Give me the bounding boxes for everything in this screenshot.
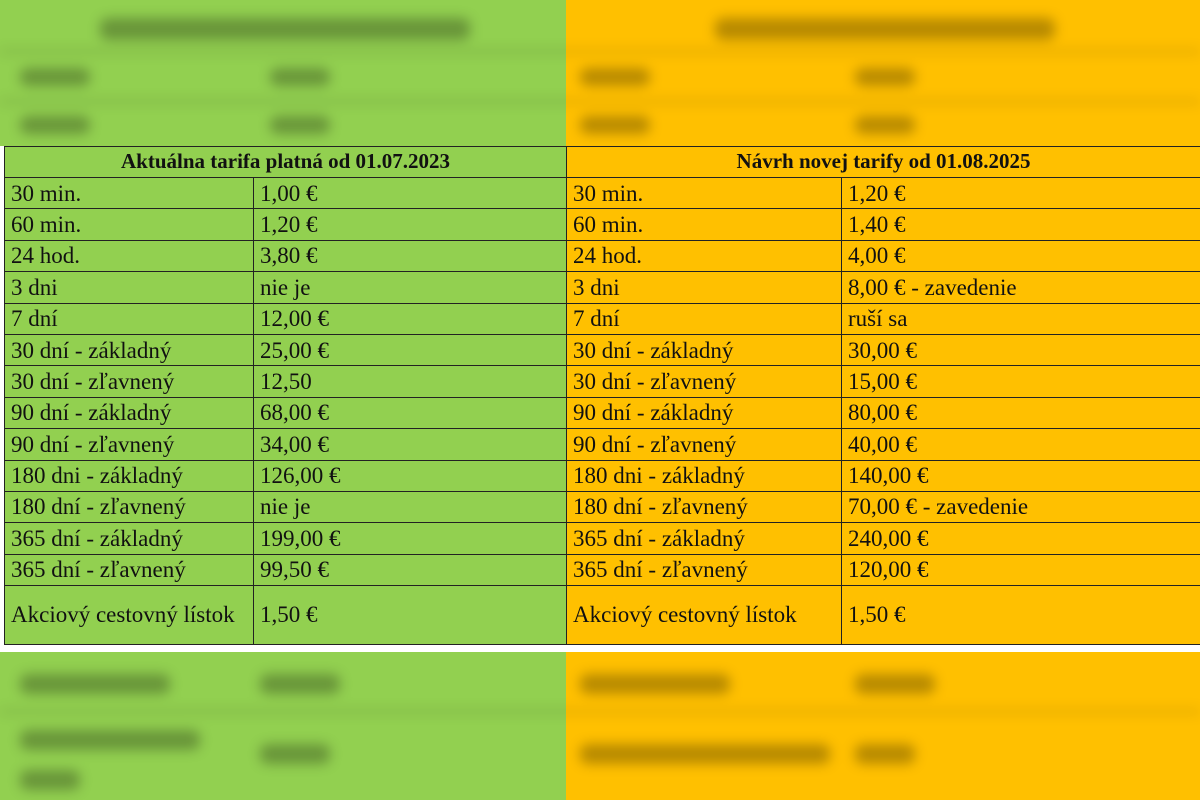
current-ticket-label: 30 dní - základný bbox=[5, 334, 254, 365]
proposed-ticket-label: 3 dni bbox=[567, 272, 842, 303]
proposed-ticket-label: 90 dní - zľavnený bbox=[567, 429, 842, 460]
table-row bbox=[5, 209, 1200, 240]
table-row bbox=[5, 460, 1200, 491]
table-row bbox=[5, 240, 1200, 271]
current-ticket-price: nie je bbox=[254, 272, 567, 303]
proposed-ticket-price: 1,40 € bbox=[842, 209, 1200, 240]
proposed-ticket-price: 140,00 € bbox=[842, 460, 1200, 491]
proposed-ticket-price: 1,50 € bbox=[842, 586, 1200, 645]
current-ticket-price: 12,50 bbox=[254, 366, 567, 397]
proposed-ticket-price: ruší sa bbox=[842, 303, 1200, 334]
current-ticket-label: 180 dni - základný bbox=[5, 460, 254, 491]
current-ticket-label: 60 min. bbox=[5, 209, 254, 240]
proposed-ticket-label: 30 min. bbox=[567, 178, 842, 209]
table-row bbox=[5, 272, 1200, 303]
current-ticket-label: 3 dni bbox=[5, 272, 254, 303]
current-ticket-price: 68,00 € bbox=[254, 397, 567, 428]
proposed-ticket-price: 40,00 € bbox=[842, 429, 1200, 460]
current-ticket-label: 30 dní - zľavnený bbox=[5, 366, 254, 397]
proposed-tariff-header: Návrh novej tarify od 01.08.2025 bbox=[567, 147, 1200, 178]
proposed-ticket-label: Akciový cestovný lístok bbox=[567, 586, 842, 645]
proposed-ticket-label: 7 dní bbox=[567, 303, 842, 334]
proposed-ticket-price: 15,00 € bbox=[842, 366, 1200, 397]
blurred-background-bottom bbox=[0, 652, 1200, 800]
proposed-ticket-label: 60 min. bbox=[567, 209, 842, 240]
current-ticket-label: 90 dní - základný bbox=[5, 397, 254, 428]
table-row bbox=[5, 554, 1200, 585]
current-ticket-price: 12,00 € bbox=[254, 303, 567, 334]
current-ticket-price: 99,50 € bbox=[254, 554, 567, 585]
current-ticket-label: 30 min. bbox=[5, 178, 254, 209]
current-ticket-price: 126,00 € bbox=[254, 460, 567, 491]
current-ticket-price: 199,00 € bbox=[254, 523, 567, 554]
table-row bbox=[5, 491, 1200, 522]
proposed-ticket-label: 365 dní - základný bbox=[567, 523, 842, 554]
proposed-ticket-label: 365 dní - zľavnený bbox=[567, 554, 842, 585]
table-row bbox=[5, 586, 1200, 645]
blurred-background-top bbox=[0, 0, 1200, 146]
table-row bbox=[5, 334, 1200, 365]
proposed-ticket-label: 30 dní - zľavnený bbox=[567, 366, 842, 397]
current-tariff-header: Aktuálna tarifa platná od 01.07.2023 bbox=[5, 147, 567, 178]
proposed-ticket-price: 70,00 € - zavedenie bbox=[842, 491, 1200, 522]
table-row bbox=[5, 366, 1200, 397]
current-ticket-price: 25,00 € bbox=[254, 334, 567, 365]
proposed-ticket-price: 80,00 € bbox=[842, 397, 1200, 428]
current-ticket-price: 1,20 € bbox=[254, 209, 567, 240]
current-ticket-price: 1,50 € bbox=[254, 586, 567, 645]
current-ticket-price: 34,00 € bbox=[254, 429, 567, 460]
proposed-ticket-price: 240,00 € bbox=[842, 523, 1200, 554]
proposed-ticket-label: 24 hod. bbox=[567, 240, 842, 271]
proposed-ticket-label: 180 dni - základný bbox=[567, 460, 842, 491]
current-ticket-label: 180 dní - zľavnený bbox=[5, 491, 254, 522]
current-ticket-label: 365 dní - zľavnený bbox=[5, 554, 254, 585]
current-ticket-label: 90 dní - zľavnený bbox=[5, 429, 254, 460]
current-ticket-label: 365 dní - základný bbox=[5, 523, 254, 554]
table-row bbox=[5, 178, 1200, 209]
current-ticket-price: nie je bbox=[254, 491, 567, 522]
current-ticket-label: 7 dní bbox=[5, 303, 254, 334]
proposed-ticket-price: 120,00 € bbox=[842, 554, 1200, 585]
proposed-ticket-price: 8,00 € - zavedenie bbox=[842, 272, 1200, 303]
current-ticket-price: 1,00 € bbox=[254, 178, 567, 209]
proposed-ticket-label: 90 dní - základný bbox=[567, 397, 842, 428]
proposed-ticket-price: 1,20 € bbox=[842, 178, 1200, 209]
proposed-ticket-price: 4,00 € bbox=[842, 240, 1200, 271]
proposed-ticket-price: 30,00 € bbox=[842, 334, 1200, 365]
table-row bbox=[5, 523, 1200, 554]
proposed-ticket-label: 30 dní - základný bbox=[567, 334, 842, 365]
current-ticket-price: 3,80 € bbox=[254, 240, 567, 271]
current-ticket-label: 24 hod. bbox=[5, 240, 254, 271]
current-ticket-label: Akciový cestovný lístok bbox=[5, 586, 254, 645]
proposed-ticket-label: 180 dní - zľavnený bbox=[567, 491, 842, 522]
table-row bbox=[5, 397, 1200, 428]
table-row bbox=[5, 429, 1200, 460]
table-row bbox=[5, 303, 1200, 334]
table-header-row bbox=[5, 147, 1200, 178]
tariff-comparison-table bbox=[4, 146, 1200, 645]
